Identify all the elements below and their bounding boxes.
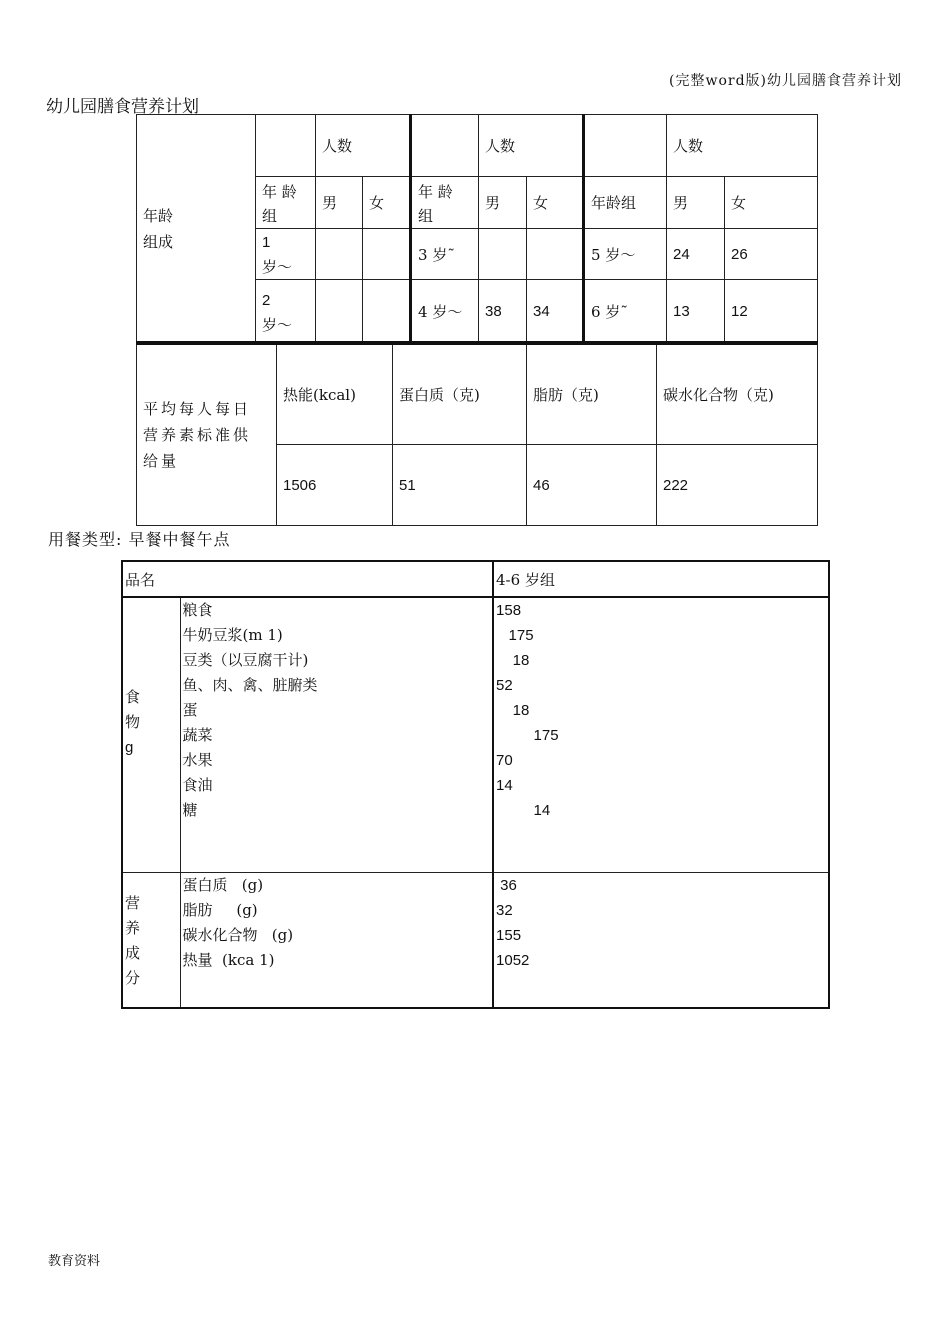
age-a-txt: 岁～ [262, 315, 293, 334]
age-group-header-a [256, 177, 316, 229]
a-male-cell [316, 229, 363, 280]
empty-cell [584, 115, 667, 177]
age-a-num: 2 [262, 291, 271, 309]
label-line2: 营养素标准供 [143, 426, 252, 444]
food-name: 水果 [182, 751, 213, 769]
c-female-cell: 26 [725, 229, 818, 280]
age-group-header: 4-6 岁组 [493, 561, 829, 597]
food-value: 175 [496, 727, 559, 744]
b-female-cell [527, 229, 584, 280]
food-value: 18 [496, 652, 530, 669]
food-label-char: 食 [125, 688, 141, 706]
fat-value: 46 [527, 445, 657, 526]
female-header-b: 女 [527, 177, 584, 229]
male-header-b: 男 [479, 177, 527, 229]
protein-header: 蛋白质（克) [393, 343, 527, 445]
nutrient-value: 32 [496, 902, 513, 919]
food-value: 158 [496, 602, 522, 619]
food-value: 70 [496, 752, 513, 769]
food-table [121, 560, 830, 1009]
nutrient-name: 脂肪 (g) [182, 901, 258, 919]
a-female-cell [363, 280, 411, 344]
nutrient-name: 热量 (kca 1) [182, 951, 275, 969]
food-names [180, 597, 493, 873]
food-value: 14 [496, 777, 513, 794]
energy-header: 热能(kcal) [277, 343, 393, 445]
nutrient-name: 碳水化合物 (g) [182, 926, 294, 944]
age-group-header-c: 年龄组 [584, 177, 667, 229]
nutrient-label-char: 成 [125, 944, 141, 962]
age-group-c-row2: 6 岁˜ [584, 280, 667, 344]
food-value: 175 [496, 627, 534, 644]
age-label-line1: 年龄 [143, 207, 174, 225]
b-male-cell [479, 229, 527, 280]
food-name: 食油 [182, 776, 213, 794]
male-header-a: 男 [316, 177, 363, 229]
food-name: 粮食 [182, 601, 213, 619]
a-female-cell [363, 229, 411, 280]
female-header-c: 女 [725, 177, 818, 229]
nutrition-standard-label [137, 343, 277, 526]
label-line1: 平均每人每日 [143, 400, 252, 418]
age-a-num: 1 [262, 234, 271, 251]
nutrient-label-char: 分 [125, 969, 141, 987]
nutrient-values [493, 873, 829, 1009]
nutrient-value: 155 [496, 927, 522, 944]
nutrient-label-char: 营 [125, 894, 141, 912]
b-female-cell: 34 [527, 280, 584, 344]
food-value: 52 [496, 677, 513, 694]
page-title: 幼儿园膳食营养计划 [46, 97, 199, 117]
food-values [493, 597, 829, 873]
age-group-a-line2: 组 [262, 206, 278, 225]
food-name: 牛奶豆浆(m 1) [182, 626, 283, 644]
age-group-b-line2: 组 [418, 206, 434, 225]
nutrient-name: 蛋白质 (g) [182, 876, 264, 894]
female-header-a: 女 [363, 177, 411, 229]
age-label-line2: 组成 [143, 233, 174, 251]
carbohydrate-value: 222 [657, 445, 818, 526]
empty-cell [256, 115, 316, 177]
food-label-char: 物 [125, 713, 141, 731]
protein-value: 51 [393, 445, 527, 526]
nutrient-section-label [122, 873, 180, 1009]
age-group-c-row1: 5 岁～ [584, 229, 667, 280]
c-female-cell: 12 [725, 280, 818, 344]
nutrient-value: 1052 [496, 952, 530, 969]
count-header-a: 人数 [316, 115, 411, 177]
age-group-b-row2: 4 岁～ [411, 280, 479, 344]
nutrient-value: 36 [496, 877, 517, 894]
count-header-b: 人数 [479, 115, 584, 177]
food-name: 鱼、肉、禽、脏腑类 [182, 676, 318, 694]
meal-type: 用餐类型: 早餐中餐午点 [48, 530, 231, 549]
age-group-a-row1 [256, 229, 316, 280]
b-male-cell: 38 [479, 280, 527, 344]
count-header-c: 人数 [667, 115, 818, 177]
food-name: 糖 [182, 801, 198, 819]
age-composition-table [136, 114, 818, 344]
age-group-header-b [411, 177, 479, 229]
food-name-header: 品名 [122, 561, 493, 597]
age-group-a-row2 [256, 280, 316, 344]
food-section-label [122, 597, 180, 873]
food-name: 蔬菜 [182, 726, 213, 744]
energy-value: 1506 [277, 445, 393, 526]
food-value: 18 [496, 702, 530, 719]
page-footer: 教育资料 [48, 1254, 101, 1269]
nutrient-label-char: 养 [125, 919, 141, 937]
food-name: 豆类（以豆腐干计) [182, 651, 309, 669]
carbohydrate-header: 碳水化合物（克) [657, 343, 818, 445]
age-group-b-line1: 年 龄 [418, 182, 453, 201]
age-composition-label [137, 115, 256, 344]
food-name: 蛋 [182, 701, 198, 719]
label-line3: 给量 [143, 452, 180, 470]
c-male-cell: 24 [667, 229, 725, 280]
nutrition-standard-table [136, 341, 818, 526]
document-header: (完整word版)幼儿园膳食营养计划 [669, 73, 902, 89]
empty-cell [411, 115, 479, 177]
a-male-cell [316, 280, 363, 344]
c-male-cell: 13 [667, 280, 725, 344]
fat-header: 脂肪（克) [527, 343, 657, 445]
nutrient-names [180, 873, 493, 1009]
male-header-c: 男 [667, 177, 725, 229]
food-label-char: g [125, 739, 134, 756]
age-a-txt: 岁～ [262, 258, 293, 276]
age-group-b-row1: 3 岁˜ [411, 229, 479, 280]
food-value: 14 [496, 802, 551, 819]
age-group-a-line1: 年 龄 [262, 182, 297, 201]
